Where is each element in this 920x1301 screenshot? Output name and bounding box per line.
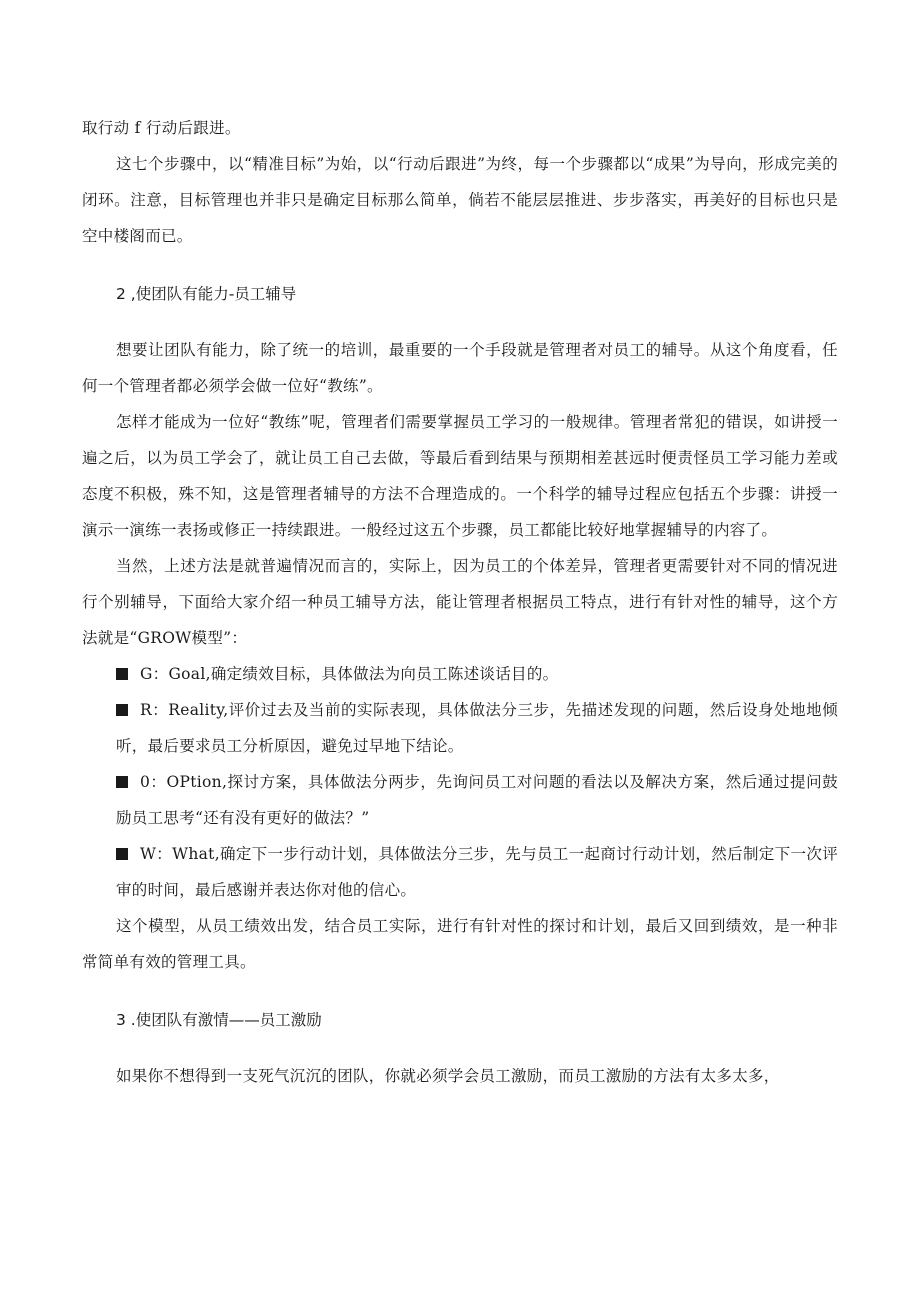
paragraph-model-summary: 这个模型，从员工绩效出发，结合员工实际，进行有针对性的探讨和计划，最后又回到绩效，是一种非常简单有效的管理工具。 [82, 917, 838, 971]
square-bullet-icon [116, 776, 128, 788]
paragraph-action-followup: 取行动 f 行动后跟进。 [82, 119, 241, 137]
bullet-goal-text: G：Goal,确定绩效目标，具体做法为向员工陈述谈话目的。 [140, 665, 559, 683]
section-heading-motivation: 3 .使团队有激情——员工激励 [116, 1011, 322, 1029]
document-page [82, 110, 838, 1094]
bullet-option [82, 764, 838, 836]
section-heading-coaching: 2 ,使团队有能力-员工辅导 [116, 285, 297, 303]
paragraph-grow-intro: 当然，上述方法是就普遍情况而言的，实际上，因为员工的个体差异，管理者更需要针对不同的情况进行个别辅导，下面给大家介绍一种员工辅导方法，能让管理者根据员工特点，进行有针对性的辅导，这个方法就是“GROW模型”： [82, 557, 838, 647]
bullet-goal [82, 656, 838, 692]
paragraph-coaching-intro: 想要让团队有能力，除了统一的培训，最重要的一个手段就是管理者对员工的辅导。从这个角度看，任何一个管理者都必须学会做一位好“教练”。 [82, 341, 838, 395]
bullet-reality-text: R：Reality,评价过去及当前的实际表现，具体做法分三步，先描述发现的问题，然后设身处地地倾听，最后要求员工分析原因，避免过早地下结论。 [116, 701, 838, 755]
square-bullet-icon [116, 848, 128, 860]
square-bullet-icon [116, 704, 128, 716]
square-bullet-icon [116, 668, 128, 680]
bullet-option-text: 0：OPtion,探讨方案，具体做法分两步，先询问员工对问题的看法以及解决方案，然后通过提问鼓励员工思考“还有没有更好的做法？” [116, 773, 838, 827]
bullet-what-text: W：What,确定下一步行动计划，具体做法分三步，先与员工一起商讨行动计划，然后制定下一次评审的时间，最后感谢并表达你对他的信心。 [116, 845, 838, 899]
bullet-what [82, 836, 838, 908]
paragraph-good-coach: 怎样才能成为一位好“教练”呢，管理者们需要掌握员工学习的一般规律。管理者常犯的错误，如讲授一遍之后，以为员工学会了，就让员工自己去做，等最后看到结果与预期相差甚远时便责怪员工学习能力差或态度不积极，殊不知，这是管理者辅导的方法不合理造成的。一个科学的辅导过程应包括五个步骤：讲授一演示一演练一表扬或修正一持续跟进。一般经过这五个步骤，员工都能比较好地掌握辅导的内容了。 [82, 413, 838, 539]
paragraph-motivation-intro: 如果你不想得到一支死气沉沉的团队，你就必须学会员工激励，而员工激励的方法有太多太多， [116, 1067, 780, 1085]
paragraph-seven-steps: 这七个步骤中，以“精准目标”为始，以“行动后跟进”为终，每一个步骤都以“成果”为导向，形成完美的闭环。注意，目标管理也并非只是确定目标那么简单，倘若不能层层推进、步步落实，再美好的目标也只是空中楼阁而已。 [82, 155, 838, 245]
bullet-reality [82, 692, 838, 764]
